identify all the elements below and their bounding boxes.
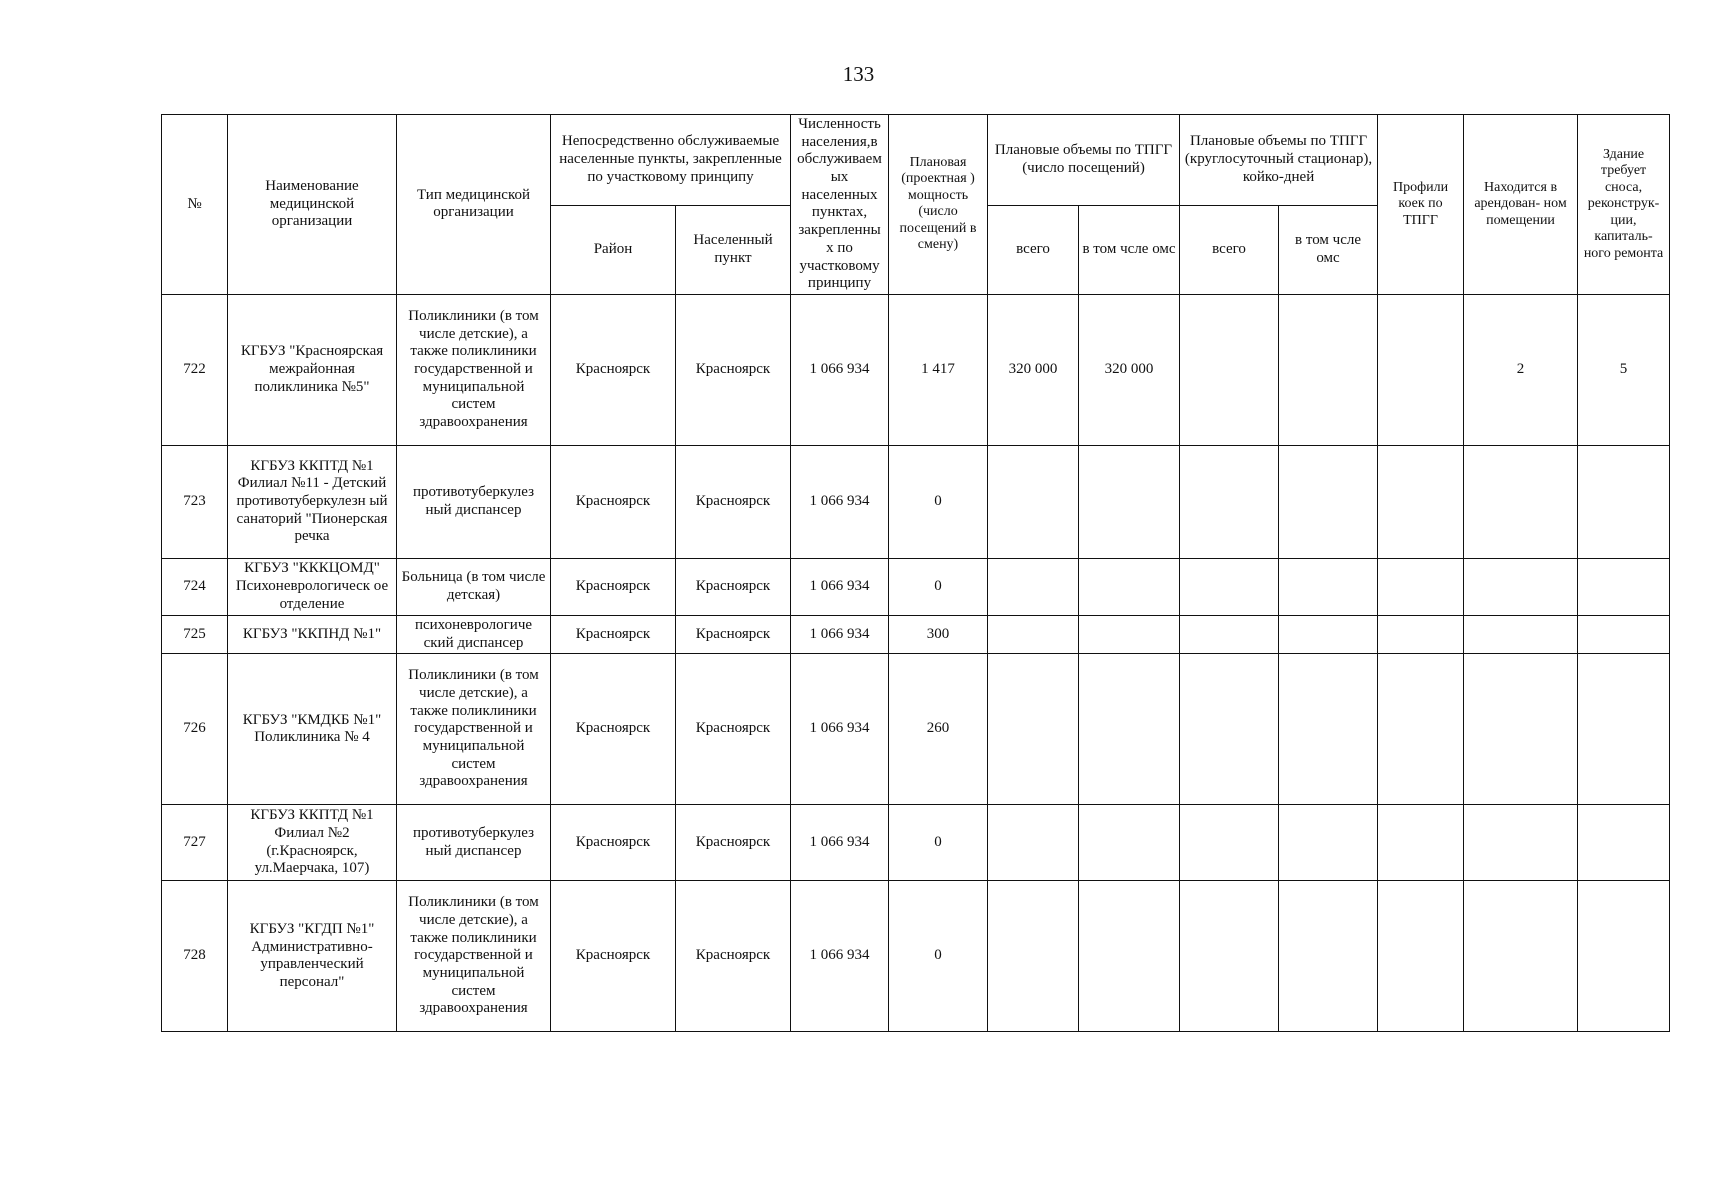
cell-district: Красноярск xyxy=(551,615,676,653)
cell-visits-oms: 320 000 xyxy=(1079,294,1180,445)
cell-settlement: Красноярск xyxy=(676,615,791,653)
cell-district: Красноярск xyxy=(551,294,676,445)
table-row xyxy=(162,805,1670,881)
cell-beds-total xyxy=(1180,445,1279,558)
cell-type: психоневрологиче ский диспансер xyxy=(397,615,551,653)
cell-rented xyxy=(1464,445,1578,558)
cell-profiles xyxy=(1378,445,1464,558)
cell-district: Красноярск xyxy=(551,805,676,881)
cell-num: 724 xyxy=(162,558,228,615)
cell-type: Поликлиники (в том числе детские), а также поликлиники государственной и муниципальной систем здравоохранения xyxy=(397,654,551,805)
cell-capacity: 260 xyxy=(889,654,988,805)
cell-name: КГБУЗ ККПТД №1 Филиал №11 - Детский противотуберкулезн ый санаторий "Пионерская речка xyxy=(228,445,397,558)
table-row xyxy=(162,881,1670,1032)
header-district: Район xyxy=(551,205,676,294)
cell-district: Красноярск xyxy=(551,445,676,558)
facilities-table xyxy=(161,114,1670,1032)
page-number: 133 xyxy=(842,62,875,86)
cell-visits-total xyxy=(988,654,1079,805)
cell-visits-total xyxy=(988,881,1079,1032)
cell-visits-total xyxy=(988,615,1079,653)
cell-population: 1 066 934 xyxy=(791,615,889,653)
cell-rented xyxy=(1464,558,1578,615)
cell-visits-total: 320 000 xyxy=(988,294,1079,445)
cell-profiles xyxy=(1378,615,1464,653)
cell-rented xyxy=(1464,805,1578,881)
cell-rented: 2 xyxy=(1464,294,1578,445)
cell-visits-total xyxy=(988,558,1079,615)
cell-building xyxy=(1578,445,1670,558)
cell-visits-oms xyxy=(1079,805,1180,881)
cell-name: КГБУЗ "КККЦОМД" Психоневрологическ ое отделение xyxy=(228,558,397,615)
cell-beds-oms xyxy=(1279,805,1378,881)
cell-population: 1 066 934 xyxy=(791,294,889,445)
cell-num: 723 xyxy=(162,445,228,558)
cell-building xyxy=(1578,881,1670,1032)
cell-profiles xyxy=(1378,294,1464,445)
cell-beds-total xyxy=(1180,654,1279,805)
table-row xyxy=(162,654,1670,805)
cell-beds-total xyxy=(1180,805,1279,881)
cell-settlement: Красноярск xyxy=(676,805,791,881)
cell-beds-oms xyxy=(1279,615,1378,653)
cell-type: Больница (в том числе детская) xyxy=(397,558,551,615)
cell-district: Красноярск xyxy=(551,558,676,615)
header-profiles: Профили коек по ТПГГ xyxy=(1378,115,1464,295)
cell-capacity: 0 xyxy=(889,445,988,558)
header-beds-oms: в том чсле омс xyxy=(1279,205,1378,294)
cell-type: противотуберкулез ный диспансер xyxy=(397,445,551,558)
cell-population: 1 066 934 xyxy=(791,445,889,558)
cell-num: 728 xyxy=(162,881,228,1032)
cell-settlement: Красноярск xyxy=(676,558,791,615)
cell-visits-total xyxy=(988,805,1079,881)
header-capacity: Плановая (проектная ) мощность (число посещений в смену) xyxy=(889,115,988,295)
cell-rented xyxy=(1464,881,1578,1032)
table-row xyxy=(162,615,1670,653)
cell-beds-oms xyxy=(1279,881,1378,1032)
cell-name: КГБУЗ ККПТД №1 Филиал №2 (г.Красноярск, ул.Маерчака, 107) xyxy=(228,805,397,881)
cell-settlement: Красноярск xyxy=(676,881,791,1032)
cell-settlement: Красноярск xyxy=(676,445,791,558)
cell-num: 722 xyxy=(162,294,228,445)
cell-beds-oms xyxy=(1279,294,1378,445)
cell-profiles xyxy=(1378,558,1464,615)
cell-settlement: Красноярск xyxy=(676,654,791,805)
cell-profiles xyxy=(1378,654,1464,805)
cell-rented xyxy=(1464,654,1578,805)
cell-num: 725 xyxy=(162,615,228,653)
cell-building xyxy=(1578,615,1670,653)
cell-name: КГБУЗ "КГДП №1" Административно- управленческий персонал" xyxy=(228,881,397,1032)
header-visits-total: всего xyxy=(988,205,1079,294)
header-beds-total: всего xyxy=(1180,205,1279,294)
header-building: Здание требует сноса, реконструк- ции, капиталь- ного ремонта xyxy=(1578,115,1670,295)
header-settlement: Населенный пункт xyxy=(676,205,791,294)
header-population: Численность населения,в обслуживаем ых населенных пунктах, закрепленны х по участковому принципу xyxy=(791,115,889,295)
cell-name: КГБУЗ "ККПНД №1" xyxy=(228,615,397,653)
cell-type: Поликлиники (в том числе детские), а также поликлиники государственной и муниципальной систем здравоохранения xyxy=(397,881,551,1032)
cell-visits-oms xyxy=(1079,615,1180,653)
table-body xyxy=(162,294,1670,1031)
cell-num: 726 xyxy=(162,654,228,805)
cell-visits-oms xyxy=(1079,654,1180,805)
cell-population: 1 066 934 xyxy=(791,654,889,805)
header-name: Наименование медицинской организации xyxy=(228,115,397,295)
cell-beds-total xyxy=(1180,615,1279,653)
cell-population: 1 066 934 xyxy=(791,558,889,615)
cell-capacity: 0 xyxy=(889,558,988,615)
cell-name: КГБУЗ "Красноярская межрайонная поликлиника №5" xyxy=(228,294,397,445)
cell-population: 1 066 934 xyxy=(791,881,889,1032)
cell-num: 727 xyxy=(162,805,228,881)
cell-capacity: 0 xyxy=(889,805,988,881)
header-num: № xyxy=(162,115,228,295)
cell-building xyxy=(1578,558,1670,615)
cell-capacity: 300 xyxy=(889,615,988,653)
cell-capacity: 1 417 xyxy=(889,294,988,445)
cell-settlement: Красноярск xyxy=(676,294,791,445)
header-visits: Плановые объемы по ТПГГ (число посещений) xyxy=(988,115,1180,206)
cell-population: 1 066 934 xyxy=(791,805,889,881)
header-beds: Плановые объемы по ТПГГ (круглосуточный стационар), койко-дней xyxy=(1180,115,1378,206)
cell-profiles xyxy=(1378,881,1464,1032)
header-type: Тип медицинской организации xyxy=(397,115,551,295)
cell-beds-oms xyxy=(1279,654,1378,805)
header-served: Непосредственно обслуживаемые населенные пункты, закрепленные по участковому принципу xyxy=(551,115,791,206)
cell-building: 5 xyxy=(1578,294,1670,445)
cell-type: Поликлиники (в том числе детские), а также поликлиники государственной и муниципальной систем здравоохранения xyxy=(397,294,551,445)
cell-visits-oms xyxy=(1079,558,1180,615)
table-row xyxy=(162,294,1670,445)
header-rented: Находится в арендован- ном помещении xyxy=(1464,115,1578,295)
cell-beds-total xyxy=(1180,294,1279,445)
table-row xyxy=(162,445,1670,558)
cell-type: противотуберкулез ный диспансер xyxy=(397,805,551,881)
cell-building xyxy=(1578,805,1670,881)
table-header xyxy=(162,115,1670,295)
cell-beds-oms xyxy=(1279,558,1378,615)
cell-visits-oms xyxy=(1079,445,1180,558)
cell-beds-total xyxy=(1180,558,1279,615)
cell-visits-oms xyxy=(1079,881,1180,1032)
cell-name: КГБУЗ "КМДКБ №1" Поликлиника № 4 xyxy=(228,654,397,805)
cell-district: Красноярск xyxy=(551,654,676,805)
cell-beds-oms xyxy=(1279,445,1378,558)
cell-visits-total xyxy=(988,445,1079,558)
cell-profiles xyxy=(1378,805,1464,881)
cell-district: Красноярск xyxy=(551,881,676,1032)
cell-beds-total xyxy=(1180,881,1279,1032)
cell-capacity: 0 xyxy=(889,881,988,1032)
cell-building xyxy=(1578,654,1670,805)
header-visits-oms: в том чсле омс xyxy=(1079,205,1180,294)
table-row xyxy=(162,558,1670,615)
cell-rented xyxy=(1464,615,1578,653)
